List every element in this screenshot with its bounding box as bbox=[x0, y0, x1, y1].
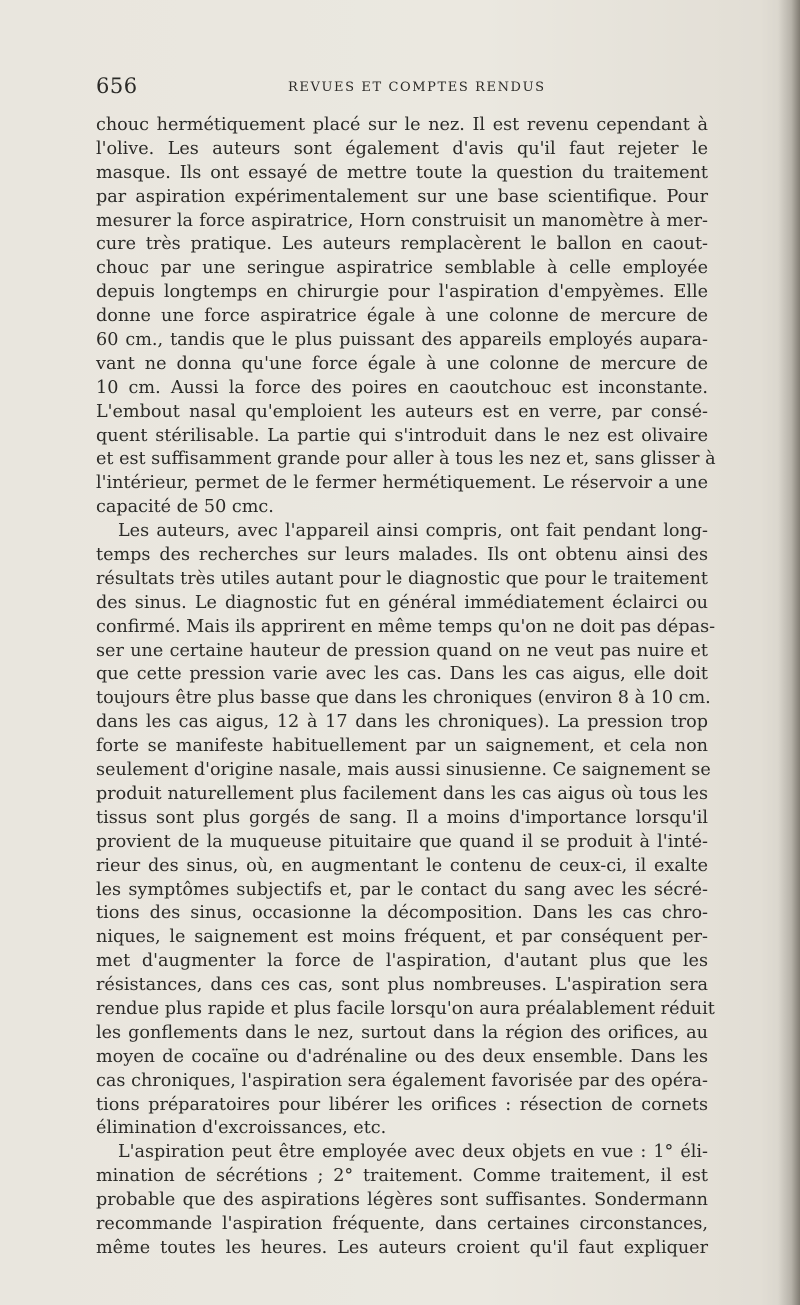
text-line: L'aspiration peut être employée avec deux objets en vue : 1° éli- bbox=[118, 1142, 708, 1163]
text-line: cas chroniques, l'aspiration sera également favorisée par des opéra- bbox=[96, 1070, 708, 1091]
text-line: et est suffisamment grande pour aller à tous les nez et, sans glisser à bbox=[96, 449, 716, 470]
text-line: 60 cm., tandis que le plus puissant des appareils employés aupara- bbox=[96, 330, 708, 351]
text-line: temps des recherches sur leurs malades. Ils ont obtenu ainsi des bbox=[96, 545, 708, 566]
text-line: rieur des sinus, où, en augmentant le contenu de ceux-ci, il exalte bbox=[96, 855, 708, 876]
text-line: provient de la muqueuse pituitaire que quand il se produit à l'inté- bbox=[96, 831, 708, 852]
text-line: probable que des aspirations légères sont suffisantes. Sondermann bbox=[96, 1190, 708, 1211]
paragraph bbox=[96, 114, 716, 520]
body-text bbox=[96, 114, 716, 1261]
text-line: rendue plus rapide et plus facile lorsqu'on aura préalablement réduit bbox=[96, 998, 715, 1019]
text-line: l'intérieur, permet de le fermer hermétiquement. Le réservoir a une bbox=[96, 473, 708, 494]
page-header bbox=[96, 74, 708, 100]
text-line: niques, le saignement est moins fréquent, et par conséquent per- bbox=[96, 927, 708, 948]
text-line: des sinus. Le diagnostic fut en général immédiatement éclairci ou bbox=[96, 592, 708, 613]
text-line: les gonflements dans le nez, surtout dans la région des orifices, au bbox=[96, 1022, 708, 1043]
page-edge-shadow bbox=[778, 0, 800, 1305]
text-line: cure très pratique. Les auteurs remplacèrent le ballon en caout- bbox=[96, 234, 708, 255]
paragraph bbox=[96, 1141, 708, 1260]
text-line: dans les cas aigus, 12 à 17 dans les chroniques). La pression trop bbox=[96, 712, 708, 733]
text-line: même toutes les heures. Les auteurs croient qu'il faut expliquer bbox=[96, 1237, 708, 1258]
text-line: confirmé. Mais ils apprirent en même temps qu'on ne doit pas dépas- bbox=[96, 616, 716, 637]
text-line: chouc hermétiquement placé sur le nez. Il est revenu cependant à bbox=[96, 115, 708, 135]
text-line: les symptômes subjectifs et, par le contact du sang avec les sécré- bbox=[96, 879, 708, 900]
text-line: donne une force aspiratrice égale à une colonne de mercure de bbox=[96, 306, 708, 327]
text-line: toujours être plus basse que dans les chroniques (environ 8 à 10 cm. bbox=[96, 688, 711, 709]
text-line: seulement d'origine nasale, mais aussi sinusienne. Ce saignement se bbox=[96, 760, 711, 781]
text-line: recommande l'aspiration fréquente, dans certaines circonstances, bbox=[96, 1213, 708, 1234]
text-line: 10 cm. Aussi la force des poires en caoutchouc est inconstante. bbox=[96, 377, 708, 398]
text-line: tissus sont plus gorgés de sang. Il a moins d'importance lorsqu'il bbox=[96, 807, 708, 828]
text-line: L'embout nasal qu'emploient les auteurs est en verre, par consé- bbox=[96, 401, 708, 422]
text-line: mesurer la force aspiratrice, Horn construisit un manomètre à mer- bbox=[96, 210, 708, 231]
text-line: met d'augmenter la force de l'aspiration, d'autant plus que les bbox=[96, 951, 708, 972]
text-line: masque. Ils ont essayé de mettre toute la question du traitement bbox=[96, 162, 708, 183]
text-line: capacité de 50 cmc. bbox=[96, 497, 274, 518]
text-line: que cette pression varie avec les cas. Dans les cas aigus, elle doit bbox=[96, 664, 708, 685]
text-line: ser une certaine hauteur de pression quand on ne veut pas nuire et bbox=[96, 640, 708, 661]
text-line: tions préparatoires pour libérer les orifices : résection de cornets bbox=[96, 1094, 708, 1115]
text-line: chouc par une seringue aspiratrice semblable à celle employée bbox=[96, 258, 708, 279]
text-line: résistances, dans ces cas, sont plus nombreuses. L'aspiration sera bbox=[96, 975, 708, 996]
text-line: produit naturellement plus facilement dans les cas aigus où tous les bbox=[96, 783, 708, 804]
text-line: moyen de cocaïne ou d'adrénaline ou des deux ensemble. Dans les bbox=[96, 1046, 708, 1067]
running-head: REVUES ET COMPTES RENDUS bbox=[288, 80, 546, 95]
text-line: forte se manifeste habituellement par un saignement, et cela non bbox=[96, 736, 708, 757]
text-line: quent stérilisable. La partie qui s'introduit dans le nez est olivaire bbox=[96, 425, 708, 446]
text-line: élimination d'excroissances, etc. bbox=[96, 1118, 387, 1139]
text-line: tions des sinus, occasionne la décomposition. Dans les cas chro- bbox=[96, 903, 708, 924]
paragraph bbox=[96, 520, 716, 1141]
text-line: l'olive. Les auteurs sont également d'avis qu'il faut rejeter le bbox=[96, 138, 708, 159]
page-number: 656 bbox=[96, 74, 138, 98]
text-line: Les auteurs, avec l'appareil ainsi compris, ont fait pendant long- bbox=[118, 521, 708, 542]
text-line: vant ne donna qu'une force égale à une colonne de mercure de bbox=[96, 353, 708, 374]
text-line: depuis longtemps en chirurgie pour l'aspiration d'empyèmes. Elle bbox=[96, 282, 708, 303]
text-line: mination de sécrétions ; 2° traitement. Comme traitement, il est bbox=[96, 1166, 708, 1187]
text-line: par aspiration expérimentalement sur une base scientifique. Pour bbox=[96, 186, 708, 207]
text-line: résultats très utiles autant pour le diagnostic que pour le traitement bbox=[96, 568, 708, 589]
